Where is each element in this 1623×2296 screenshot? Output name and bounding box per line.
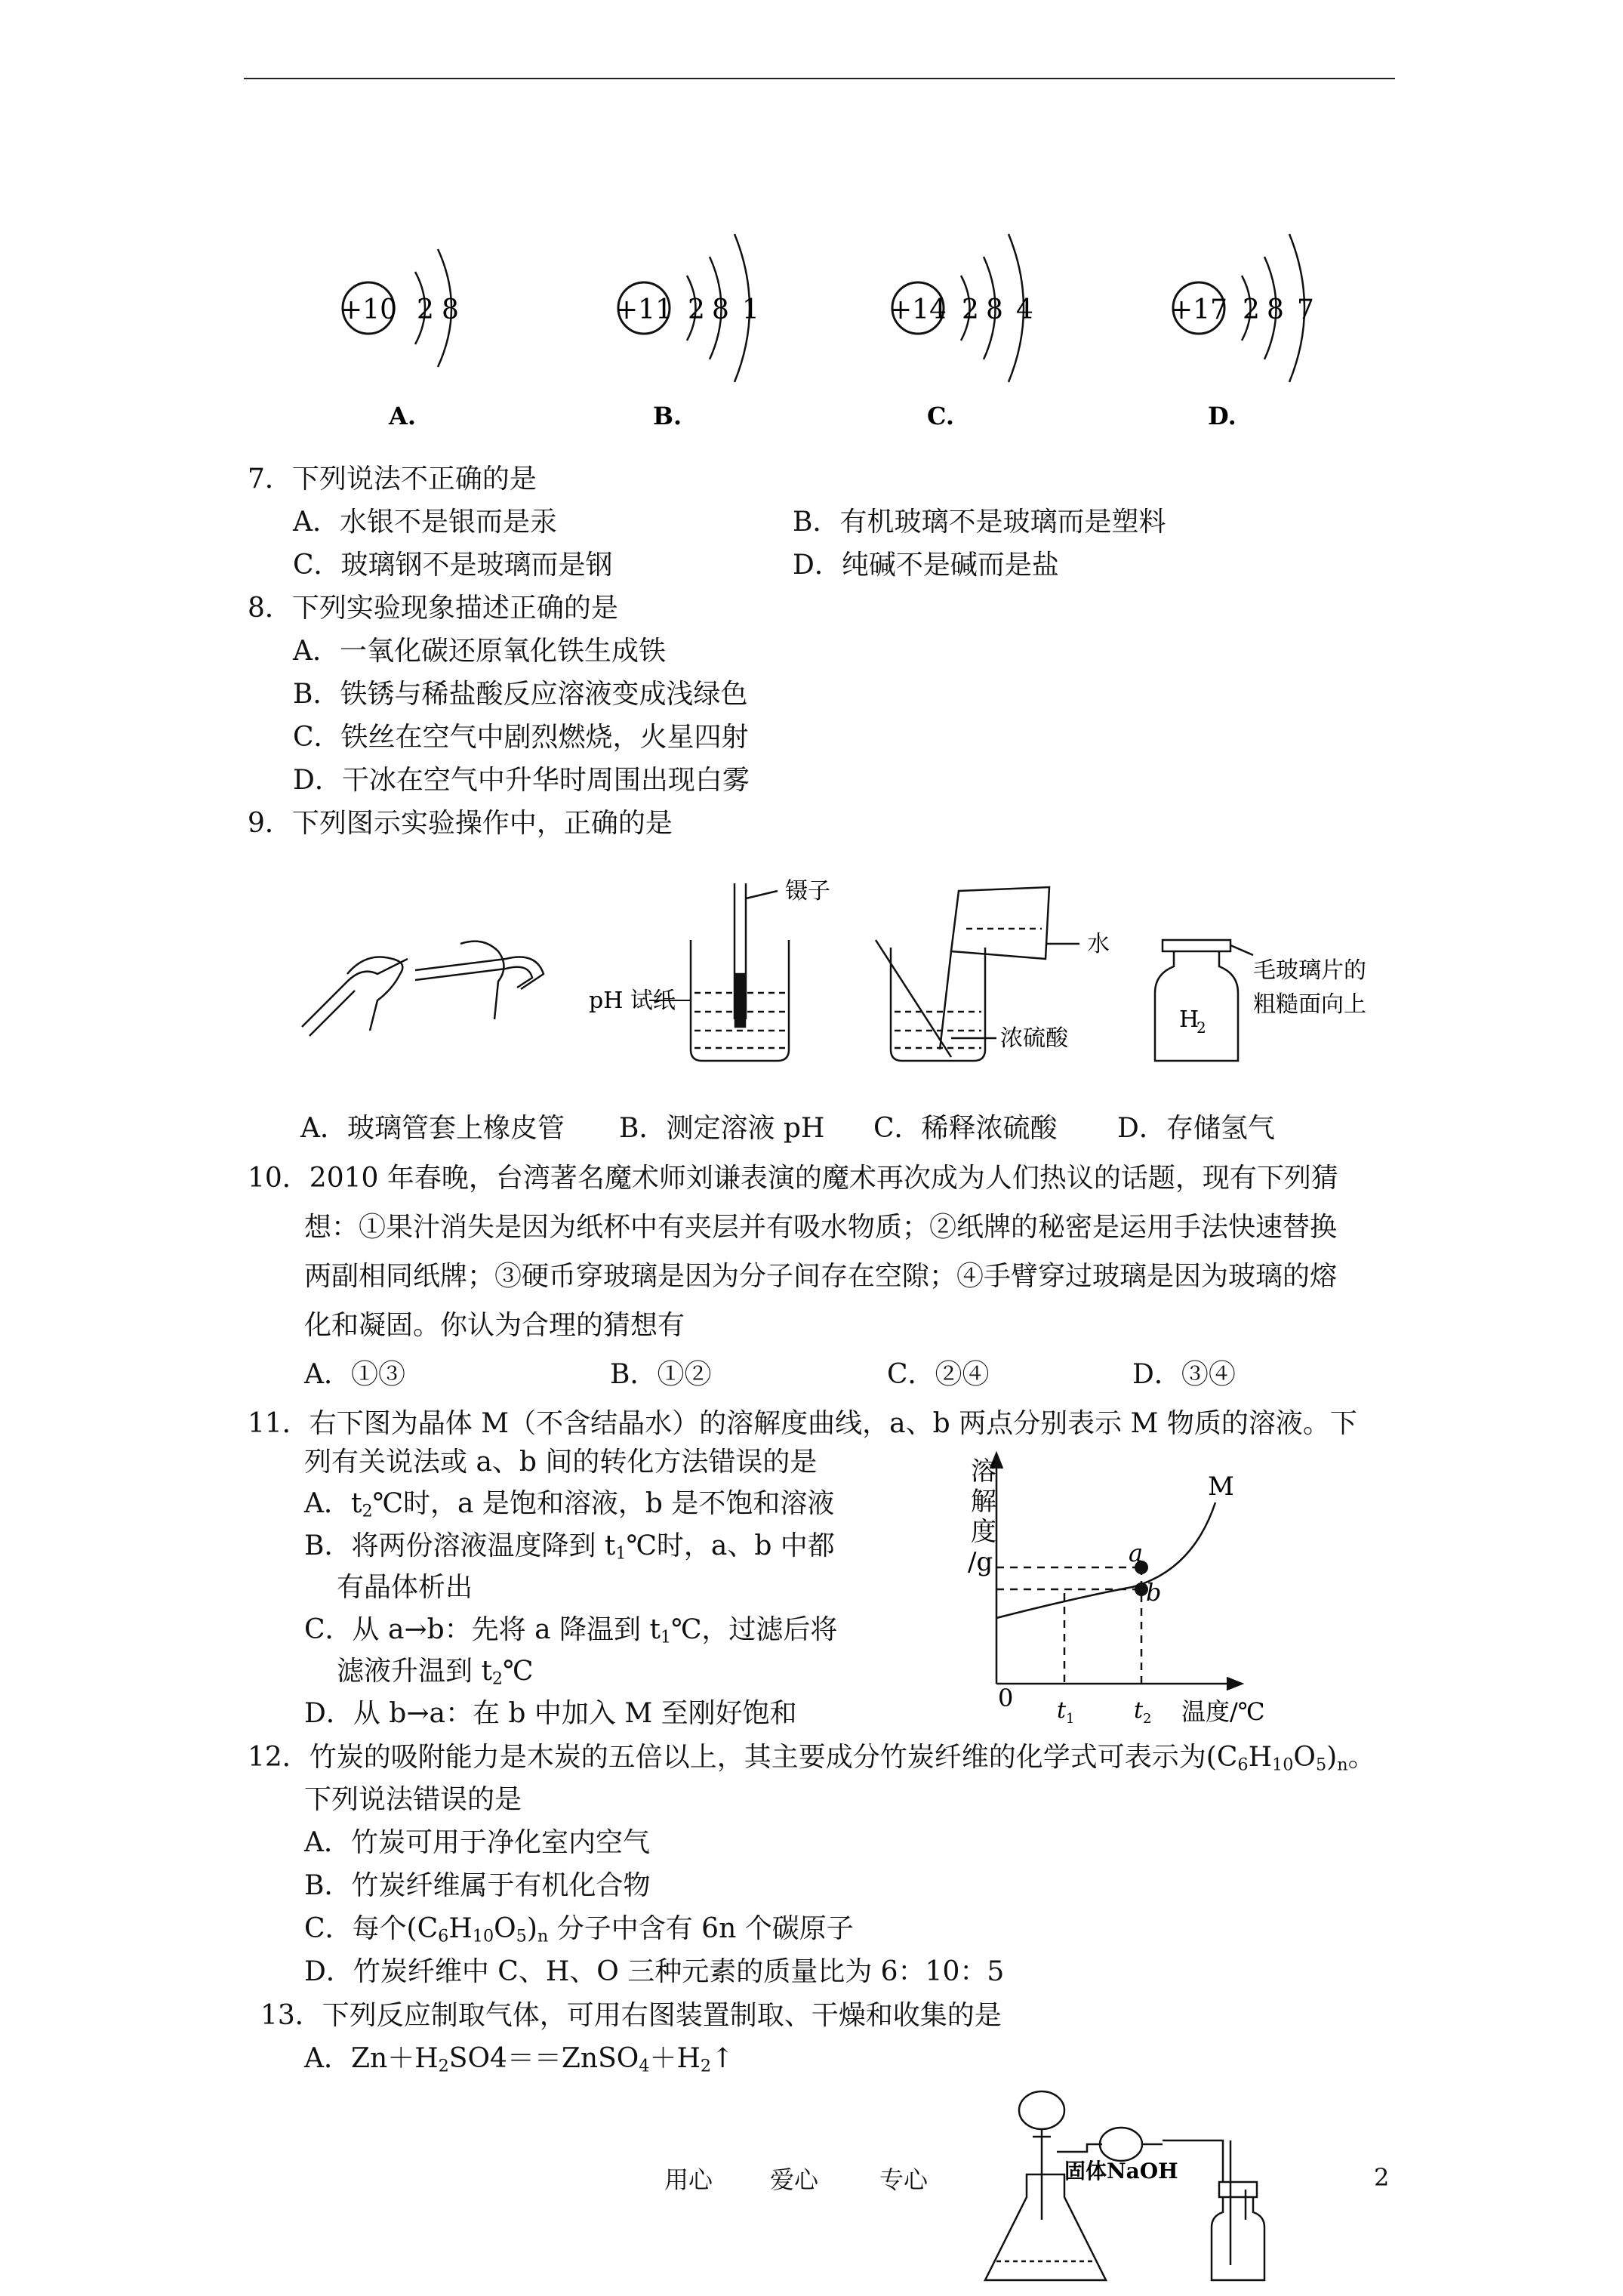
q12-option-b: B．竹炭纤维属于有机化合物 <box>304 1870 651 1901</box>
svg-text:a: a <box>1129 1539 1144 1567</box>
svg-text:溶: 溶 <box>971 1456 996 1487</box>
tube-connection-figure <box>302 942 544 1036</box>
svg-text:4: 4 <box>1016 294 1033 325</box>
svg-text:2: 2 <box>688 294 705 325</box>
svg-text:2: 2 <box>1243 294 1260 325</box>
footer-word-2: 爱心 <box>770 2165 819 2194</box>
page-number: 2 <box>1374 2163 1390 2192</box>
q8-option-d: D．干冰在空气中升华时周围出现白雾 <box>293 765 750 796</box>
svg-text:B.: B. <box>653 402 682 430</box>
solubility-graph <box>906 1435 1298 1737</box>
svg-text:C.: C. <box>927 402 955 430</box>
svg-text:浓硫酸: 浓硫酸 <box>1000 1025 1068 1052</box>
solubility-curve <box>996 1502 1215 1618</box>
q10-option-d: D．③④ <box>1132 1359 1236 1390</box>
q7-stem: 7．下列说法不正确的是 <box>248 464 537 495</box>
svg-text:0: 0 <box>998 1684 1014 1712</box>
q12-option-c: C．每个$(C_6H_{10}O_5)_n$ 分子中含有 6n 个碳原子 <box>304 1913 854 1946</box>
svg-text:2: 2 <box>1143 1711 1152 1727</box>
svg-text:+10: +10 <box>340 294 397 325</box>
q9-stem: 9．下列图示实验操作中，正确的是 <box>248 808 673 839</box>
svg-text:毛玻璃片的: 毛玻璃片的 <box>1253 957 1366 984</box>
q9-option-a: A．玻璃管套上橡皮管 <box>300 1113 565 1144</box>
atom-diagram-a <box>340 249 459 430</box>
gas-jar-figure <box>1155 940 1253 1061</box>
q10-option-c: C．②④ <box>887 1359 990 1390</box>
q11-line-1: 11．右下图为晶体 M（不含结晶水）的溶解度曲线，a、b 两点分别表示 M 物质的溶液。下 <box>248 1408 1357 1439</box>
svg-text:度: 度 <box>971 1517 996 1547</box>
svg-text:pH 试纸: pH 试纸 <box>589 988 676 1014</box>
q9-figures <box>294 868 1381 1080</box>
q12-line-1: 12．竹炭的吸附能力是木炭的五倍以上，其主要成分竹炭纤维的化学式可表示为$(C_6H_{10}O_5)_n$。 <box>248 1742 1375 1775</box>
svg-text:1: 1 <box>742 294 759 325</box>
q8-option-a: A．一氧化碳还原氧化铁生成铁 <box>293 636 666 667</box>
footer-word-1: 用心 <box>664 2165 713 2194</box>
atom-diagrams <box>287 211 1344 453</box>
svg-text:H: H <box>1179 1006 1200 1033</box>
svg-text:t: t <box>1134 1697 1144 1724</box>
svg-text:1: 1 <box>1066 1711 1075 1727</box>
svg-text:温度/℃: 温度/℃ <box>1181 1697 1265 1726</box>
svg-text:7: 7 <box>1297 294 1314 325</box>
q7-option-a: A．水银不是银而是汞 <box>293 507 557 538</box>
svg-text:2: 2 <box>417 294 434 325</box>
footer-word-3: 专心 <box>879 2165 929 2194</box>
svg-text:D.: D. <box>1208 402 1236 430</box>
q7-option-d: D．纯碱不是碱而是盐 <box>793 550 1059 581</box>
atom-diagram-d <box>1170 234 1314 430</box>
svg-text:/g: /g <box>968 1547 993 1577</box>
svg-text:b: b <box>1146 1578 1162 1607</box>
svg-text:粗糙面向上: 粗糙面向上 <box>1253 991 1366 1018</box>
q12-line-2: 下列说法错误的是 <box>304 1784 522 1815</box>
q10-option-a: A．①③ <box>304 1359 405 1390</box>
svg-text:镊子: 镊子 <box>785 878 830 905</box>
q8-stem: 8．下列实验现象描述正确的是 <box>248 593 618 624</box>
q11-option-d: D．从 b→a：在 b 中加入 M 至刚好饱和 <box>304 1698 797 1729</box>
q8-option-b: B．铁锈与稀盐酸反应溶液变成浅绿色 <box>293 679 748 710</box>
q13-option-a: A．$Zn+H_2SO4==ZnSO_4+H_2↑$ <box>304 2043 735 2076</box>
q10-line-2: 想：①果汁消失是因为纸杯中有夹层并有吸水物质；②纸牌的秘密是运用手法快速替换 <box>304 1212 1338 1243</box>
q11-option-c-cont: 滤液升温到 $t_2℃$ <box>337 1656 534 1689</box>
q11-option-a: A．$t_2℃$时，a 是饱和溶液，b 是不饱和溶液 <box>304 1488 835 1521</box>
q9-option-b: B．测定溶液 pH <box>619 1113 825 1144</box>
q10-line-3: 两副相同纸牌；③硬币穿玻璃是因为分子间存在空隙；④手臂穿过玻璃是因为玻璃的熔 <box>304 1261 1338 1292</box>
svg-text:2: 2 <box>962 294 979 325</box>
svg-text:水: 水 <box>1087 931 1110 957</box>
atom-diagram-b <box>615 234 759 430</box>
gas-apparatus <box>974 2076 1306 2295</box>
q9-option-d: D．存储氢气 <box>1117 1113 1275 1144</box>
q11-line-2: 列有关说法或 a、b 间的转化方法错误的是 <box>304 1447 818 1478</box>
svg-text:M: M <box>1208 1472 1234 1502</box>
svg-text:+14: +14 <box>889 294 947 325</box>
q10-line-4: 化和凝固。你认为合理的猜想有 <box>304 1310 685 1341</box>
svg-text:2: 2 <box>1196 1019 1206 1037</box>
svg-text:t: t <box>1057 1697 1067 1724</box>
svg-text:8: 8 <box>712 294 729 325</box>
svg-text:8: 8 <box>1267 294 1284 325</box>
q11-option-c: C．从 a→b：先将 a 降温到 $t_1℃$，过滤后将 <box>304 1614 838 1647</box>
svg-text:8: 8 <box>986 294 1003 325</box>
q13-stem: 13．下列反应制取气体，可用右图装置制取、干燥和收集的是 <box>260 2000 1002 2031</box>
q12-option-d: D．竹炭纤维中 C、H、O 三种元素的质量比为 6：10：5 <box>304 1956 1005 1987</box>
q7-option-b: B．有机玻璃不是玻璃而是塑料 <box>793 507 1166 538</box>
svg-text:固体NaOH: 固体NaOH <box>1064 2159 1178 2184</box>
q10-option-b: B．①② <box>610 1359 712 1390</box>
svg-text:+11: +11 <box>615 294 673 325</box>
q11-option-b: B．将两份溶液温度降到 $t_1℃$时，a、b 中都 <box>304 1530 835 1564</box>
atom-diagram-c <box>889 234 1033 430</box>
q8-option-c: C．铁丝在空气中剧烈燃烧，火星四射 <box>293 722 749 753</box>
svg-text:A.: A. <box>389 402 416 430</box>
q11-option-b-cont: 有晶体析出 <box>337 1572 473 1603</box>
q7-option-c: C．玻璃钢不是玻璃而是钢 <box>293 550 613 581</box>
q10-line-1: 10．2010 年春晚，台湾著名魔术师刘谦表演的魔术再次成为人们热议的话题，现有下列猜 <box>248 1163 1338 1194</box>
ph-test-figure <box>691 883 789 1061</box>
svg-text:解: 解 <box>971 1487 996 1517</box>
q9-option-c: C．稀释浓硫酸 <box>873 1113 1058 1144</box>
svg-text:+17: +17 <box>1170 294 1227 325</box>
q12-option-a: A．竹炭可用于净化室内空气 <box>304 1827 650 1858</box>
svg-text:8: 8 <box>442 294 459 325</box>
header-rule <box>244 78 1395 79</box>
